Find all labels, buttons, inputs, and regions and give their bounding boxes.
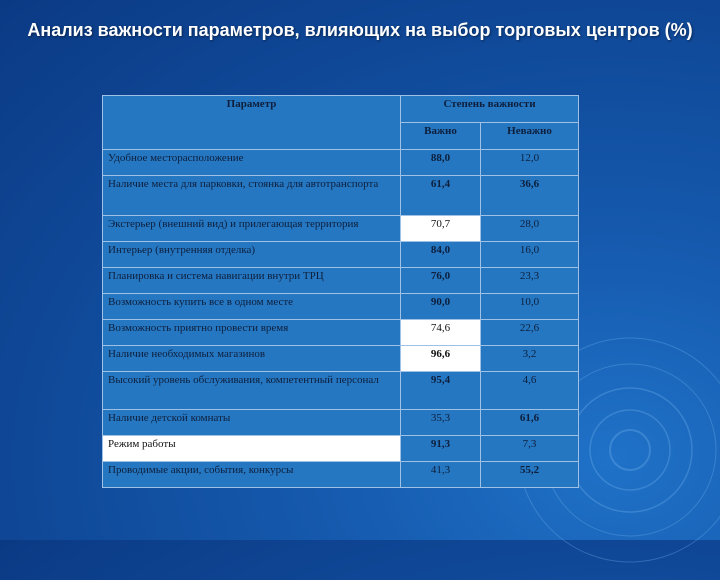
unimportant-cell: 61,6 xyxy=(481,410,579,436)
important-cell: 76,0 xyxy=(401,268,481,294)
unimportant-cell: 12,0 xyxy=(481,150,579,176)
important-cell: 91,3 xyxy=(401,436,481,462)
important-cell: 61,4 xyxy=(401,176,481,216)
important-cell: 41,3 xyxy=(401,462,481,488)
unimportant-cell: 23,3 xyxy=(481,268,579,294)
header-param: Параметр xyxy=(103,96,401,150)
param-cell: Высокий уровень обслуживания, компетентный персонал xyxy=(103,372,401,410)
header-unimportant: Неважно xyxy=(481,123,579,150)
important-cell: 35,3 xyxy=(401,410,481,436)
important-cell: 95,4 xyxy=(401,372,481,410)
unimportant-cell: 4,6 xyxy=(481,372,579,410)
important-cell: 70,7 xyxy=(401,216,481,242)
unimportant-cell: 22,6 xyxy=(481,320,579,346)
table-row xyxy=(103,294,579,320)
table-row xyxy=(103,320,579,346)
table-row xyxy=(103,372,579,410)
table-row xyxy=(103,462,579,488)
param-cell: Проводимые акции, события, конкурсы xyxy=(103,462,401,488)
important-cell: 88,0 xyxy=(401,150,481,176)
unimportant-cell: 16,0 xyxy=(481,242,579,268)
param-cell: Планировка и система навигации внутри ТРЦ xyxy=(103,268,401,294)
importance-table xyxy=(102,95,579,488)
table-row xyxy=(103,268,579,294)
page-title: Анализ важности параметров, влияющих на выбор торговых центров (%) xyxy=(27,20,693,40)
importance-table-container xyxy=(102,95,578,485)
param-cell: Возможность купить все в одном месте xyxy=(103,294,401,320)
table-row xyxy=(103,242,579,268)
table-row xyxy=(103,216,579,242)
table-row xyxy=(103,346,579,372)
unimportant-cell: 10,0 xyxy=(481,294,579,320)
param-cell: Интерьер (внутренняя отделка) xyxy=(103,242,401,268)
param-cell: Наличие места для парковки, стоянка для автотранспорта xyxy=(103,176,401,216)
param-cell: Удобное месторасположение xyxy=(103,150,401,176)
table-row xyxy=(103,150,579,176)
table-row xyxy=(103,176,579,216)
unimportant-cell: 55,2 xyxy=(481,462,579,488)
param-cell: Наличие детской комнаты xyxy=(103,410,401,436)
header-importance-group: Степень важности xyxy=(401,96,579,123)
unimportant-cell: 28,0 xyxy=(481,216,579,242)
unimportant-cell: 3,2 xyxy=(481,346,579,372)
unimportant-cell: 36,6 xyxy=(481,176,579,216)
unimportant-cell: 7,3 xyxy=(481,436,579,462)
table-row xyxy=(103,436,579,462)
important-cell: 74,6 xyxy=(401,320,481,346)
important-cell: 96,6 xyxy=(401,346,481,372)
param-cell: Экстерьер (внешний вид) и прилегающая территория xyxy=(103,216,401,242)
important-cell: 90,0 xyxy=(401,294,481,320)
param-cell: Режим работы xyxy=(103,436,401,462)
param-cell: Возможность приятно провести время xyxy=(103,320,401,346)
important-cell: 84,0 xyxy=(401,242,481,268)
header-important: Важно xyxy=(401,123,481,150)
table-row xyxy=(103,410,579,436)
param-cell: Наличие необходимых магазинов xyxy=(103,346,401,372)
